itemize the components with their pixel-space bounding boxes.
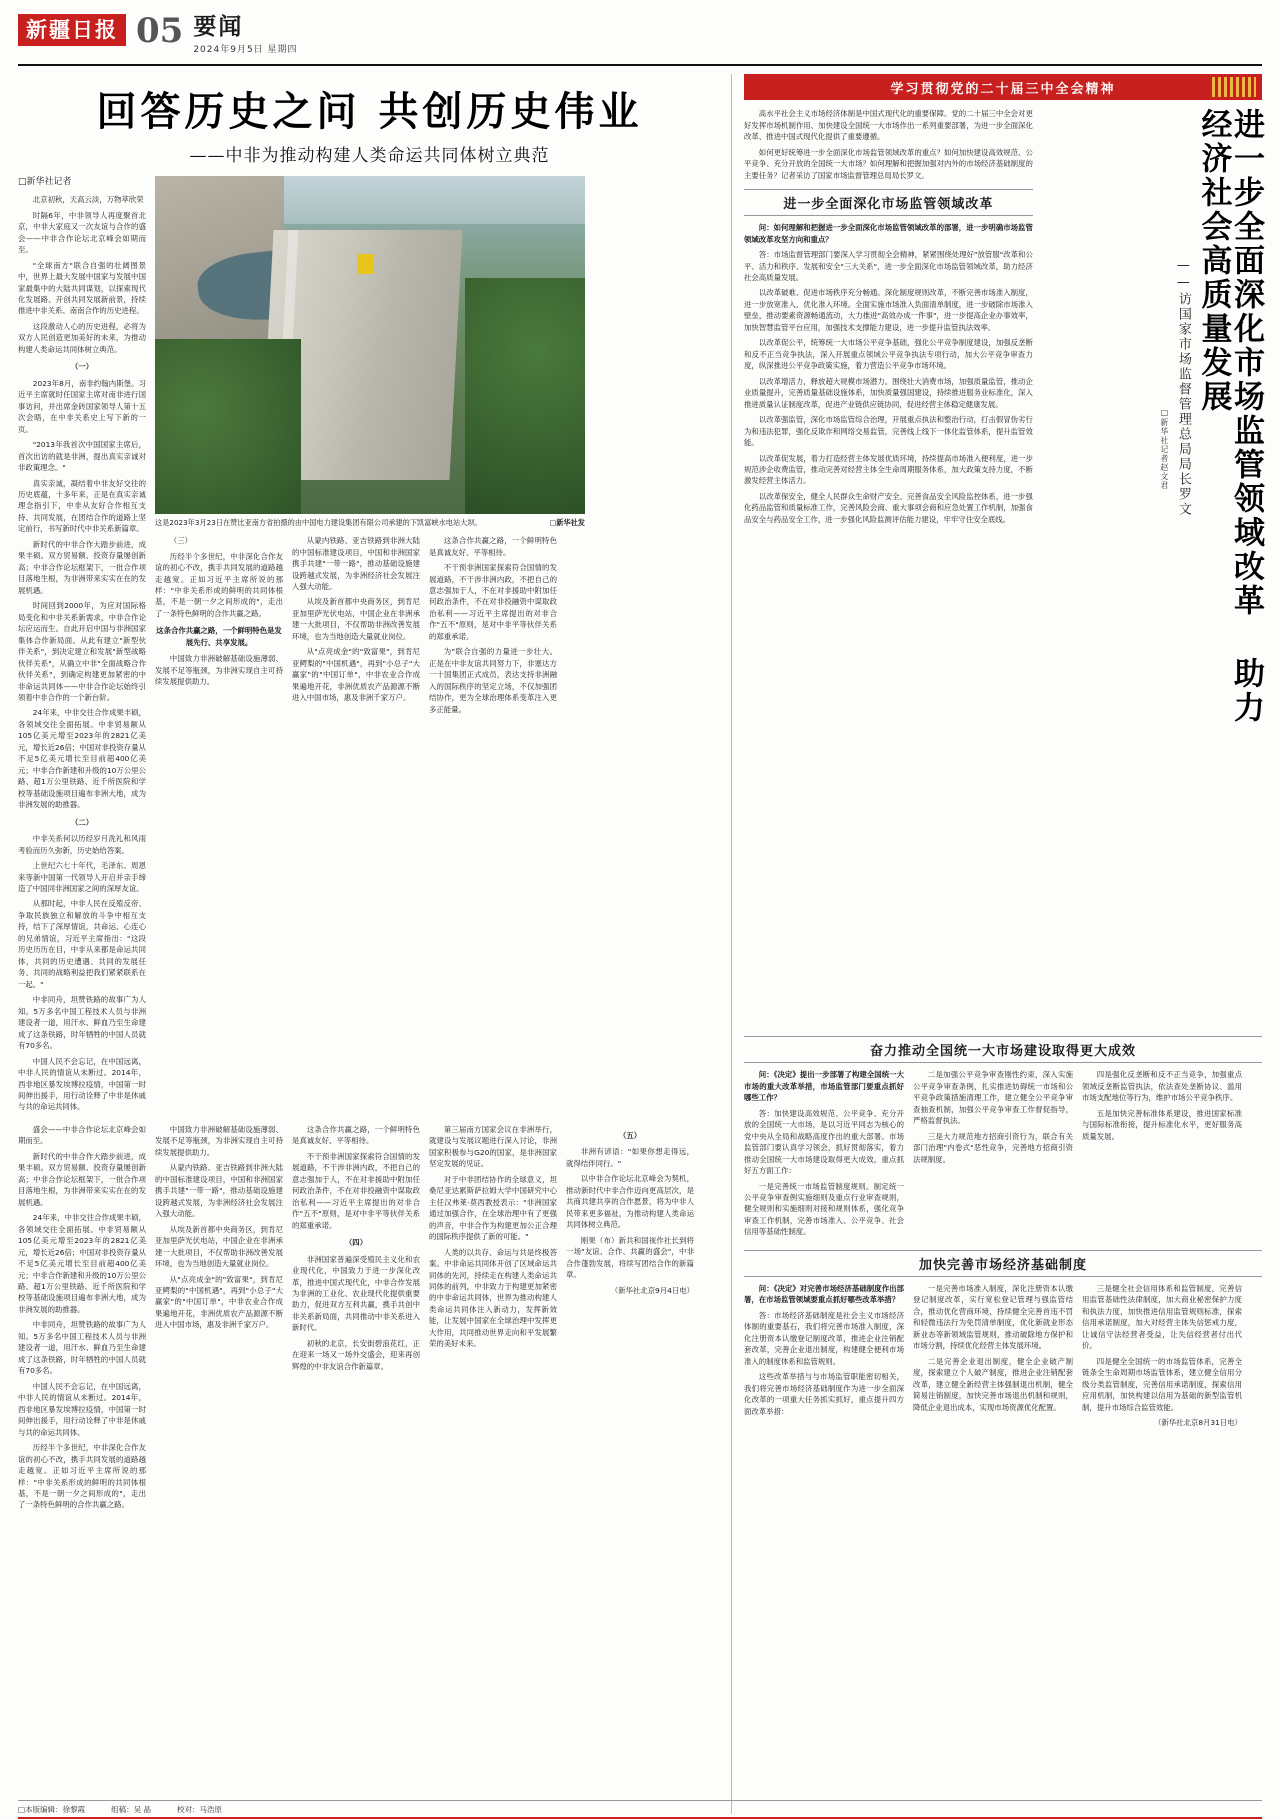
paragraph: 从"点亮成金"的"致富果"，到肯尼亚鳄梨的"中国机遇"，再到"小总子"大赢家"的"中国订单"，中非农业合作成果遍地开花，非洲优质农产品源源不断进入中国市场，惠及非洲千家万户。 [292,647,420,703]
footer-proof: 校对：马浩原 [176,1805,222,1814]
answer: 以改革破难、促进市场秩序充分畅通。深化制度规则改革，不断完善市场准入制度，进一步放宽准入、优化准入环境。全面实施市场准入负面清单制度，进一步破除市场准入壁垒，推动要素资源畅通流动，大力推进"高效办成一件事"，进一步提高企业办事效率，加快智慧监管平台应用，加强技术支撑能力建设，进一步提升监管执法效率。 [744,288,1033,332]
answer: 四是健全全国统一的市场监管体系，完善全链条全生命周期市场监管体系，建立健全信用分级分类监管制度，完善信用承诺制度，探索信用应用机制，加快构建以信用为基础的新型监管机制，提升市场综合监管效能。 [1082,1356,1242,1412]
dam-photo [155,176,585,514]
masthead-rule [18,64,1262,66]
interview-reporter: □新华社记者赵文君 [1159,408,1169,491]
paragraph: 中国人民不会忘记，在中国远离，中非人民的情谊从未断过。2014年，西非地区暴发埃博拉疫情，中国第一时间伸出援手，用行动诠释了中非是休戚与共的命运共同体。 [18,1056,146,1112]
interview-qa-1 [744,222,1033,525]
page-subtitle: ——中非为推动构建人类命运共同体树立典范 [189,146,550,167]
paragraph: 新时代的中非合作大踏步前进，成果丰硕。双方贸易额、投资存量屡创新高；中非合作论坛框架下，一批合作项目落地生根，为非洲带来实实在在的发展机遇。 [18,539,146,595]
page-title: 回答历史之问 共创历史伟业 [96,88,643,136]
article-column-9 [566,1124,694,1515]
article-column-7 [292,1124,420,1515]
paragraph: 非洲国家普遍深受殖民主义化和农业现代化，中国致力于进一步深化改革，推进中国式现代化，中非合作发展为非洲的工业化、农业现代化提供重要助力，促进双方互利共赢，携手共创中非关系新局面，共同推动中非关系进入新时代。 [292,1254,420,1333]
paragraph: 中非同舟，坦赞铁路的故事广为人知。5万多名中国工程技术人员与非洲建设者一道，用汗水、鲜血乃至生命建成了这条铁路，时年牺牲的中国人员就有70多名。 [18,1320,146,1376]
answer: 这些改革举措与与市场监管职能密切相关，我们将完善市场经济基础制度作为进一步全面深化改革的一项重大任务抓实抓好，重点提升四方面改革举措： [744,1372,904,1416]
paragraph: 历经半个多世纪，中非深化合作友谊的初心不改，携手共同发展的道路越走越宽。正如习近平主席所说的那样："中非关系形成的鲜明的共同体根基，不是一朝一夕之间形成的"，走出了一条特色鲜明的合作共赢之路。 [18,1443,146,1510]
section-marker: 这条合作共赢之路，一个鲜明特色是发展先行、共享发展。 [156,626,282,647]
paragraph: 这条合作共赢之路，一个鲜明特色是真诚友好、平等相待。 [429,536,557,557]
article-column-4 [429,535,557,719]
answer: 三是大力规范地方招商引资行为，联合有关部门治理"内卷式"恶性竞争，完善地方招商引资法规制度。 [913,1131,1073,1164]
article-signature: （新华社北京9月4日电） [610,1285,694,1295]
paragraph: 中国致力非洲破解基础设施薄弱、发展不足等瓶颈，为非洲实现自主可持续发展提供助力。 [155,1124,283,1157]
interview-signature: （新华社北京8月31日电） [1153,1418,1242,1428]
interview-vertical-title-block [1043,108,1262,1028]
interview-section-title-3: 加快完善市场经济基础制度 [744,1250,1262,1277]
study-banner-text: 学习贯彻党的二十届三中全会精神 [890,81,1116,97]
section-name: 要闻 [193,13,244,40]
photo-credit: □新华社发 [549,518,585,528]
paragraph: 从蒙内铁路、亚吉铁路到非洲大陆的中国标准建设项目，中国和非洲国家携手共建"一带一路"，推动基础设施建设跨越式发展，为非洲经济社会发展注入强大动能。 [292,536,420,591]
section-marker: （五） [618,1130,642,1140]
masthead [18,11,1262,59]
photo-caption [155,518,585,529]
article-column-1 [18,176,146,1117]
paragraph: 时隔6年，中非领导人再度聚首北京，中非大家庭又一次友谊与合作的盛会——中非合作论坛北京峰会如期而至。 [18,210,146,255]
main-article [18,74,732,1814]
flag-icon [1212,77,1256,97]
interview-subtitle: ——访国家市场监督管理总局局长罗文 [1175,258,1191,518]
paragraph: 这条合作共赢之路，一个鲜明特色是真诚友好、平等相待。 [292,1124,420,1146]
paragraph: 2023年8月，南非约翰内斯堡。习近平主席就时任国家主席对南非进行国事访问，并出席金砖国家领导人第十五次会晤，在中非关系史上写下新的一页。 [18,378,146,434]
interview-column-5 [913,1283,1073,1433]
answer: 以改革强监管，深化市场监管综合治理，开展重点执法和整治行动，打击假冒伪劣行为和违法犯罪，强化反欺诈和网络交易监管，完善线上线下一体化监管体系，提升监管效能。 [744,415,1033,448]
answer: 五是加快完善标准体系建设，推进国家标准与国际标准衔接，提升标准化水平，更好服务高质量发展。 [1082,1108,1242,1141]
paragraph: 从那时起，中非人民在反殖反帝、争取民族独立和解放的斗争中相互支持，结下了深厚情谊，共命运、心连心的兄弟情谊，习近平主席指出："这段历史历历在目，中非从来都是命运共同体，共同的历史遭遇、共同的发展任务、共同的战略利益把我们紧紧联系在一起。" [18,899,146,989]
date-line: 2024年9月5日 星期四 [193,45,298,56]
paragraph: 24年来，中非交往合作成果丰硕，各领域交往全面拓展。中非贸易额从105亿美元增至2023年的2821亿美元，增长近26倍；中国对非投资存量从不足5亿美元增长至目前超400亿美元；中非合作新建和升级的10万公里公路、超1万公里铁路、近千所医院和学校等基础设施项目遍布非洲大地，成为非洲发展的助推器。 [18,708,146,810]
paragraph: 为"联合自强的力量进一步壮大。正是在中非友谊共同努力下，非塞达方一十国集团正式成员，表达支持非洲融入的国际秩序的坚定立场，不仅加强团结协作，更为全球治理体系变革注入更多正能量。 [429,647,557,714]
question: 问：如何理解和把握进一步全面深化市场监管领域改革的部署，进一步明确市场监管领域改革攻坚方向和重点？ [744,223,1033,244]
answer: 四是强化反垄断和反不正当竞争，加强重点领域反垄断监管执法，依法查处垄断协议、滥用市场支配地位等行为，维护市场公平竞争秩序。 [1082,1070,1242,1103]
paragraph: 不干预非洲国家探索符合国情的发展道路，不干涉非洲内政，不把自己的意志强加于人，不在对非援助中附加任何政治条件，不在对非投融资中谋取政治私利——习近平主席提出的对非合作"五不"原则，是对中非平等伙伴关系的郑重承诺。 [292,1151,420,1230]
byline: □新华社记者 [18,177,72,188]
section-marker: （四） [344,1238,368,1248]
footer-editor: □本版编辑：徐黎霞 [18,1805,86,1814]
interview-section-2-cols [744,1069,1262,1242]
study-banner [744,74,1262,100]
paragraph: 真实亲诚，凝结着中非友好交往的历史底蕴，十多年来，正是在真实亲诚理念指引下，中非从友好合作相互支持、共同发展，在团结合作的道路上坚定前行，书写新时代中非关系新篇章。 [18,478,146,534]
interview-title: 进一步全面深化市场监管领域改革 助力经济社会高质量发展 [1195,108,1264,726]
interview-section-3-cols [744,1283,1262,1433]
answer: 答：市场监督管理部门要深入学习贯彻全会精神，紧紧围绕处理好"放管服"改革和公平、活力和秩序、发展和安全"三大关系"，进一步全面深化市场监管领域改革，助力经济社会高质量发展。 [744,250,1033,282]
paragraph: 初秋的北京，长安街碧浪花红，正在迎来一场又一场外交盛会，迎来再创辉煌的中非友谊合作新篇章。 [292,1338,420,1371]
article-photo-block [155,176,585,1117]
paragraph: 如何更好统筹进一步全面深化市场监管领域改革的重点？如何加快建设高效规范、公平竞争、充分开放的全国统一大市场？如何理解和把握加强对内外的市场经济基础制度的主要任务？记者采访了国家市场监督管理总局局长罗文。 [744,147,1033,180]
paragraph: 从埃及新首都中央商务区，到肯尼亚加里萨光伏电站，中国企业在非洲承建一大批项目，不仅帮助非洲改善发展环境，也为当地创造大量就业岗位。 [292,597,420,641]
interview-column-2 [913,1069,1073,1242]
paragraph: 从"点亮成金"的"致富果"，到肯尼亚鳄梨的"中国机遇"，再到"小总子"大赢家"的"中国订单"，中非农业合作成果遍地开花，非洲优质农产品源源不断进入中国市场，惠及非洲千家万户。 [155,1274,283,1330]
answer: 答：市场经济基础制度是社会主义市场经济体制的重要基石，我们将完善市场准入制度，深化注册资本认缴登记制度改革，推进企业注销配套改革，完善企业退出制度，构建健全便利市场准入的制度体系和监管规则。 [744,1310,904,1366]
interview-section-title-1: 进一步全面深化市场监管领域改革 [744,189,1033,216]
answer: 以改革促公平，统筹统一大市场公平竞争基础，强化公平竞争制度建设，加强反垄断和反不正当竞争执法，深入开展重点领域公平竞争执法专项行动，加大公平竞争审查力度，纵深推进公平竞争政策实施，着力营造公平竞争市场环境。 [744,338,1033,371]
paragraph: 以中非合作论坛北京峰会为契机，推动新时代中非合作迈向更高层次，是共商共建共享的合作愿景，将为中非人民带来更多福祉，为推动构建人类命运共同体树立典范。 [566,1174,694,1230]
paragraph: 人类的以共存、命运与共是终极答案。中非命运共同体开创了区域命运共同体的先河，持续走在构建人类命运共同体的前列，中非致力于构建更加紧密的中非命运共同体，世界为推动构建人类命运共同体注入新动力，发挥新效能，让发展中国家在全球治理中发挥更大作用，共同推动世界走向和平发展繁荣的美好未来。 [429,1247,557,1349]
photo-caption-text: 这是2023年3月23日在赞比亚南方省拍摄的由中国电力建设集团有限公司承建的下凯富峡水电站大坝。 [155,518,482,528]
interview-lead-column [744,108,1043,1028]
answer: 以改革增活力，释放超大规模市场潜力。围绕壮大消费市场，加强质量监管，推动企业质量提升，完善质量基础设施体系，加快质量强国建设，持续推进服务业标准化，深入推进质量认证制度改革，促进产业链供应链协同，促进经营主体稳定健康发展。 [744,376,1033,409]
page-footer [18,1800,1262,1815]
section-marker: （一） [70,362,94,372]
answer: 二是完善企业退出制度，健全企业破产制度，探索建立个人破产制度，推进企业注销配套改革，建立健全新经营主体强制退出机制，健全简易注销制度，加快完善市场退出机制和规则，降低企业退出成本，实现市场资源优化配置。 [913,1356,1073,1412]
article-column-2 [155,535,283,719]
answer: 以改革促发展，着力打造经营主体发展优质环境，持续提高市场准入便利度，进一步规范涉企收费监管，推动完善对经营主体全生命周期服务体系，加大政策支持力度，不断激发经营主体活力。 [744,453,1033,486]
paragraph: 上世纪六七十年代，毛泽东、周恩来等新中国第一代领导人开启并亲手缔造了中国同非洲国家之间的深厚友谊。 [18,861,146,894]
paragraph: 刚果（布）新共和国视作社长到将一场"友谊、合作、共赢的盛会"，中非合作蓬勃发展，将续写团结合作的新篇章。 [566,1235,694,1280]
paragraph: （三） [169,536,192,546]
paragraph: 非洲有谚语："如果你想走得远，就得结伴同行。" [566,1147,694,1168]
paragraph: 这段激动人心的历史进程，必将为双方人民创造更加美好的未来，为推动构建人类命运共同体树立典范。 [18,321,146,354]
section-marker: （二） [70,817,94,827]
paragraph: 北京初秋，天高云淡，万物萃欣荣 [32,195,144,205]
photo-forest-left [155,339,301,515]
answer: 三是健全社会信用体系和监管制度，完善信用监管基础性法律制度，加大商业秘密保护力度和执法力度，加快推进信用监管规则标准，探索信用承诺制度，加大对经营主体失信惩戒力度，让诚信守法经营者受益，让失信经营者付出代价。 [1082,1283,1242,1351]
paragraph: 中非关系何以历经岁月洗礼和风雨考验而历久弥新，历史始给答案。 [18,834,146,855]
answer: 二是加强公平竞争审查刚性约束，深入实施公平竞争审查条例，扎实推进妨碍统一市场和公平竞争政策措施清理工作，建立健全公平竞争审查抽查机制，加强公平竞争审查工作督促指导，严格监督执法。 [913,1070,1073,1126]
article-column-5 [18,1124,146,1515]
photo-forest-right [465,278,585,515]
paragraph: 时间回到2000年，为应对国际格局变化和中非关系新需求，中非合作论坛应运而生。自此开启中国与非洲国家集体合作新局面。从此有建立"新型伙伴关系"，到决定建立和发展"新型战略伙伴关系"，从确立中非"全面战略合作伙伴关系"，到确定构建更加紧密的中非命运共同体——中非合作论坛始终引领着中非合作的一个新台阶。 [18,601,146,702]
question: 问：《决定》提出一步部署了构建全国统一大市场的重大改革举措，市场监管部门要重点抓好哪些工作？ [744,1070,904,1103]
answer: 以改革保安全，健全人民群众生命财产安全、完善食品安全风险监控体系，进一步强化药品监管和质量标准工作，完善风险会商、重大事项会商和应急处置工作机制，加强食品安全与药品安全工作，进一步强化风险监测评估能力建设，牢牢守住安全底线。 [744,491,1033,524]
article-column-6 [155,1124,283,1515]
paragraph: 盛会——中非合作论坛北京峰会如期而至。 [18,1124,146,1146]
paragraph: "全球南方"联合自强的壮阔图景中，世界上最大发展中国家与发展中国家最集中的大陆共同谋划，以探索现代化发展路、开创共同发展新前景，持续推进中非关系、南南合作的历史进程。 [18,260,146,316]
interview-column-4 [744,1283,904,1433]
question: 问：《决定》对完善市场经济基础制度作出部署，在市场监管领域要重点抓好哪些改革举措？ [744,1283,904,1305]
paragraph: 对于中非团结协作的全球意义，坦桑尼亚达累斯萨拉姆大学中国研究中心主任汉弗莱·莫西教授表示："非洲国家通过加强合作，在全球治理中有了更强的声音，中非合作为构建更加公正合理的国际秩序提供了新的可能。" [429,1174,557,1242]
paragraph: 中非同舟，坦赞铁路的故事广为人知。5万多名中国工程技术人员与非洲建设者一道，用汗水、鲜血乃至生命建成了这条铁路，时年牺牲的中国人员就有70多名。 [18,995,146,1051]
photo-crane [357,254,373,274]
paragraph: 第三届南方国家会议在非洲举行，就建设与发展议题进行深入讨论，非洲国家积极参与G20的国家，是非洲国家坚定发展的见证。 [429,1124,557,1169]
interview-section-title-2: 奋力推动全国统一大市场建设取得更大成效 [744,1036,1262,1063]
paper-logo: 新疆日报 [18,14,126,46]
paragraph: 从蒙内铁路、亚吉铁路到非洲大陆的中国标准建设项目，中国和非洲国家携手共建"一带一路"，推动基础设施建设跨越式发展，为非洲经济社会发展注入强大动能。 [155,1163,283,1219]
interview-article [732,74,1262,1814]
paragraph: "2013年我首次中国国家主席后，首次出访的就是非洲，提出真实亲诚对非政策理念。" [18,440,146,473]
paragraph: 中国致力非洲破解基础设施薄弱、发展不足等瓶颈，为非洲实现自主可持续发展提供助力。 [155,654,283,687]
answer: 一是完善统一市场监管制度规则。制定统一公平竞争审查例实施细则及重点行业审查规则，健全规则和实施细则对接和规则体系，强化竞争审查工作机制，完善市场准入、公平竞争、社会信用等基础性制度。 [744,1181,904,1237]
paragraph: 不干预非洲国家探索符合国情的发展道路，不干涉非洲内政，不把自己的意志强加于人，不在对非援助中附加任何政治条件，不在对非投融资中谋取政治私利——习近平主席提出的对非合作"五不"原则，是对中非平等伙伴关系的郑重承诺。 [429,563,557,641]
article-column-8 [429,1124,557,1515]
article-lower-band [18,1124,721,1515]
paragraph: 24年来，中非交往合作成果丰硕，各领域交往全面拓展。中非贸易额从105亿美元增至2023年的2821亿美元，增长近26倍；中国对非投资存量从不足5亿美元增长至目前超400亿美元；中非合作新建和升级的10万公里公路、超1万公里铁路、近千所医院和学校等基础设施项目遍布非洲大地，成为非洲发展的助推器。 [18,1213,146,1314]
paragraph: 中国人民不会忘记，在中国远离，中非人民的情谊从未断过。2014年，西非地区暴发埃博拉疫情，中国第一时间伸出援手，用行动诠释了中非是休戚与共的命运共同体。 [18,1381,146,1437]
interview-column-6 [1082,1283,1242,1433]
paragraph: 从埃及新首都中央商务区，到肯尼亚加里萨光伏电站，中国企业在非洲承建一大批项目，不仅帮助非洲改善发展环境，也为当地创造大量就业岗位。 [155,1224,283,1269]
page-number: 05 [136,11,184,51]
footer-layout: 组稿：吴 晶 [111,1805,151,1814]
paragraph: 历经半个多世纪，中非深化合作友谊的初心不改，携手共同发展的道路越走越宽。正如习近平主席所说的那样："中非关系形成的鲜明的共同体根基，不是一朝一夕之间形成的"，走出了一条特色鲜明的合作共赢之路。 [155,551,283,618]
paragraph: 新时代的中非合作大踏步前进，成果丰硕。双方贸易额、投资存量屡创新高；中非合作论坛框架下，一批合作项目落地生根，为非洲带来实实在在的发展机遇。 [18,1151,146,1207]
paragraph: 高水平社会主义市场经济体制是中国式现代化的重要保障。党的二十届三中全会对更好发挥市场机制作用、加快建设全国统一大市场作出一系列重要部署，为进一步全面深化改革、推进中国式现代化提供了重要遵循。 [744,109,1033,142]
answer: 答：加快建设高效规范、公平竞争、充分开放的全国统一大市场，是以习近平同志为核心的党中央从全局和战略高度作出的重大部署。市场监管部门要认真学习领会，抓好贯彻落实，着力推动全国统一大市场建设取得更大成效，重点抓好五方面工作： [744,1108,904,1176]
interview-column-3 [1082,1069,1242,1242]
answer: 一是完善市场准入制度，深化注册资本认缴登记制度改革，实行宽松登记管理与强监管结合，推动优化营商环境，持续健全完善首违不罚和轻微违法行为免罚清单制度，优化新就业形态新业态等新领域监管规则，推动破除地方保护和市场分割，持续优化经营主体发展环境。 [913,1283,1073,1351]
interview-column-1 [744,1069,904,1242]
article-column-3 [292,535,420,719]
